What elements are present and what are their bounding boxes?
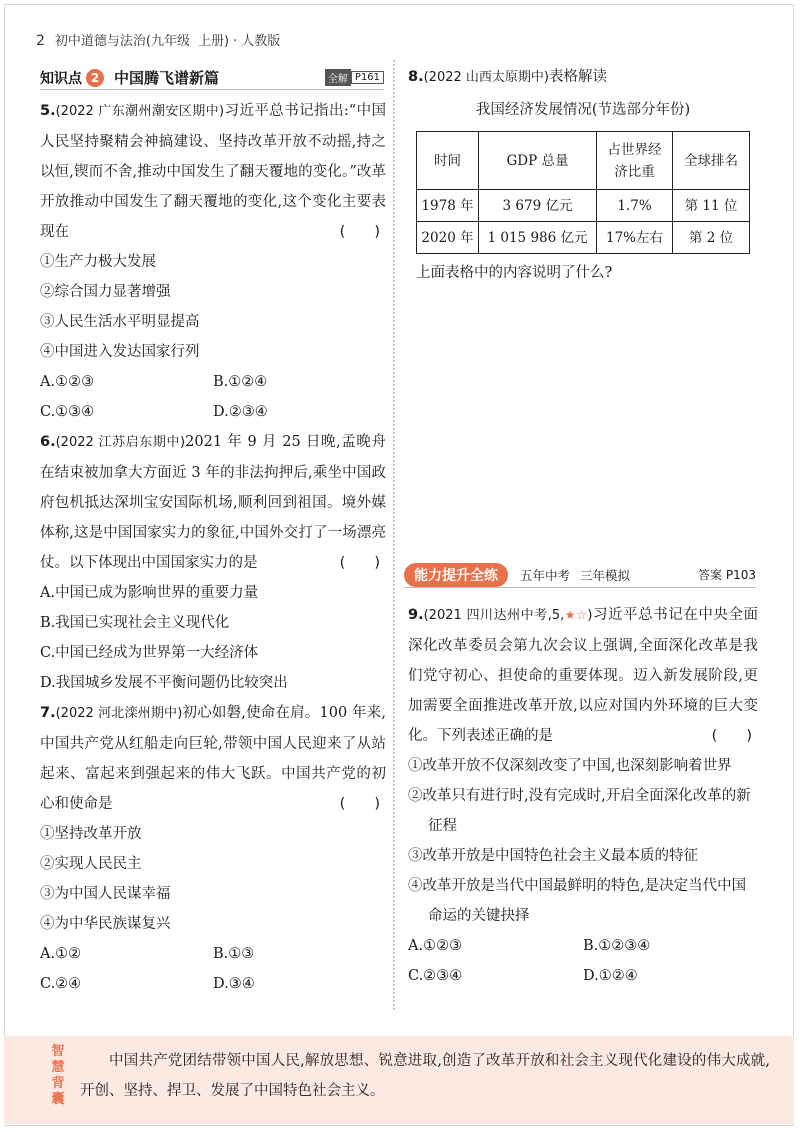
q5-choice-c[interactable]: C.①③④	[40, 404, 95, 420]
table-cell: 1 015 986 亿元	[479, 222, 597, 254]
q6-text: 2021 年 9 月 25 日晚,孟晚舟在结束被加拿大方面近 3 年的非法拘押后,乘坐中国政府包机抵达深圳宝安国际机场,顺利回到祖国。境外媒体称,这是中国国家实力的象征,中国外交打了一场漂亮仗。以下体现出中国国家实力的是	[40, 434, 386, 571]
q9-text: 习近平总书记在中央全面深化改革委员会第九次会议上强调,全面深化改革是我们党守初心、担使命的重要体现。迈入新发展阶段,更加需要全面推进改革开放,以应对国内外环境的巨大变化。下列表述正确的是	[408, 607, 759, 744]
section-title: 中国腾飞谱新篇	[114, 69, 220, 87]
q5-stem	[40, 96, 386, 247]
table-row	[417, 222, 750, 254]
q9-choice-b[interactable]: B.①②③④	[583, 938, 651, 954]
q8-source: (2022 山西太原期中)	[423, 70, 549, 85]
q9-choices	[408, 931, 758, 991]
col-header-gdp: GDP 总量	[479, 132, 597, 190]
q5-choice-d[interactable]: D.②③④	[213, 404, 268, 420]
question-6	[40, 427, 386, 698]
q7-item: ②实现人民民主	[40, 856, 142, 872]
q7-item: ④为中华民族谋复兴	[40, 916, 171, 932]
q9-number: 9.	[408, 607, 424, 623]
q5-item: ③人民生活水平明显提高	[40, 314, 200, 330]
q7-number: 7.	[40, 705, 56, 721]
q7-choice-c[interactable]: C.②④	[40, 976, 82, 992]
question-9	[408, 600, 758, 991]
table-cell: 2020 年	[417, 222, 479, 254]
q5-item: ①生产力极大发展	[40, 254, 156, 270]
q5-item: ②综合国力显著增强	[40, 284, 171, 300]
col-header-share: 占世界经济比重	[597, 132, 673, 190]
q7-item: ③为中国人民谋幸福	[40, 886, 171, 902]
q9-item: ③改革开放是中国特色社会主义最本质的特征	[408, 848, 698, 864]
q9-choice-a[interactable]: A.①②③	[408, 938, 463, 954]
difficulty-star-icon: ★☆	[564, 608, 588, 622]
table-cell: 1978 年	[417, 190, 479, 222]
question-7	[40, 698, 386, 999]
q9-choice-d[interactable]: D.①②④	[583, 968, 638, 984]
question-5	[40, 96, 386, 427]
column-divider	[393, 60, 395, 1010]
q6-answer-blank[interactable]: ( )	[339, 555, 380, 571]
q5-number: 5.	[40, 103, 56, 119]
col-header-rank: 全球排名	[673, 132, 750, 190]
q9-choice-c[interactable]: C.②③④	[408, 968, 463, 984]
wisdom-footer	[4, 1036, 794, 1124]
table-title: 我国经济发展情况(节选部分年份)	[475, 102, 691, 118]
q9-item: ②改革只有进行时,没有完成时,开启全面深化改革的新征程	[408, 788, 751, 834]
q5-choice-a[interactable]: A.①②③	[40, 374, 95, 390]
answer-ref: 答案 P103	[698, 568, 756, 582]
q7-source: (2022 河北滦州期中)	[55, 706, 183, 721]
section-tag: 知识点	[40, 70, 82, 87]
q6-choice-d[interactable]: D.我国城乡发展不平衡问题仍比较突出	[40, 675, 288, 691]
ref-page: P161	[351, 71, 384, 84]
table-header-row	[417, 132, 750, 190]
q7-choice-d[interactable]: D.③④	[213, 976, 255, 992]
q6-choice-c[interactable]: C.中国已经成为世界第一大经济体	[40, 645, 259, 661]
q6-choice-a[interactable]: A.中国已成为影响世界的重要力量	[40, 585, 259, 601]
table-row	[417, 190, 750, 222]
table-cell: 1.7%	[597, 190, 673, 222]
ability-title: 能力提升全练	[404, 563, 508, 587]
q5-choices	[40, 367, 386, 427]
q7-item: ①坚持改革开放	[40, 826, 142, 842]
q9-stem	[408, 600, 758, 751]
q8-number: 8.	[408, 69, 424, 85]
table-cell: 第 2 位	[673, 222, 750, 254]
right-column-top	[408, 62, 758, 288]
q5-item: ④中国进入发达国家行列	[40, 344, 200, 360]
q6-stem	[40, 427, 386, 578]
q7-choice-b[interactable]: B.①③	[213, 946, 255, 962]
q5-answer-blank[interactable]: ( )	[339, 224, 380, 240]
table-cell: 17%左右	[597, 222, 673, 254]
q7-stem	[40, 698, 386, 819]
q9-item: ①改革开放不仅深刻改变了中国,也深刻影响着世界	[408, 758, 732, 774]
economy-table	[416, 131, 750, 254]
q5-choice-b[interactable]: B.①②④	[213, 374, 268, 390]
ability-sub2: 三年模拟	[580, 567, 631, 583]
section-ref	[325, 69, 384, 86]
section-number: 2	[86, 69, 104, 87]
left-column	[40, 96, 386, 999]
q7-choices	[40, 939, 386, 999]
ability-section-header	[404, 562, 756, 588]
footer-tag: 智慧背囊	[51, 1044, 65, 1107]
edition: 人教版	[241, 34, 281, 49]
q9-item: ④改革开放是当代中国最鲜明的特色,是决定当代中国命运的关键抉择	[408, 878, 747, 924]
q8-text: 表格解读	[548, 69, 607, 85]
q6-choice-b[interactable]: B.我国已实现社会主义现代化	[40, 615, 230, 631]
book-title: 初中道德与法治(九年级	[54, 34, 190, 49]
table-cell: 第 11 位	[673, 190, 750, 222]
q7-answer-blank[interactable]: ( )	[339, 796, 380, 812]
q9-source-end: )	[587, 608, 593, 623]
page-number: 2	[36, 33, 45, 49]
grade: 上册)	[198, 34, 230, 49]
table-cell: 3 679 亿元	[479, 190, 597, 222]
section-header	[40, 66, 384, 90]
q6-number: 6.	[40, 434, 56, 450]
ref-label: 全解	[325, 69, 351, 86]
ability-sub1: 五年中考	[520, 567, 571, 583]
question-8	[408, 62, 758, 288]
q7-choice-a[interactable]: A.①②	[40, 946, 82, 962]
q5-text: 习近平总书记指出:“中国人民坚持聚精会神搞建设、坚持改革开放不动摇,持之以恒,锲而不舍,推动中国发生了翻天覆地的变化。”改革开放推动中国发生了翻天覆地的变化,这个变化主要表现在	[40, 103, 386, 240]
q9-source: (2021 四川达州中考,5,	[423, 608, 565, 623]
running-header: 2 初中道德与法治(九年级 上册) · 人教版	[36, 33, 281, 49]
q7-text: 初心如磐,使命在肩。100 年来,中国共产党从红船走向巨轮,带领中国人民迎来了从站起来、富起来到强起来的伟大飞跃。中国共产党的初心和使命是	[40, 705, 386, 812]
footer-text: 中国共产党团结带领中国人民,解放思想、锐意进取,创造了改革开放和社会主义现代化建设的伟大成就,开创、坚持、捍卫、发展了中国特色社会主义。	[80, 1053, 770, 1099]
q8-stem	[408, 62, 758, 93]
right-column-bottom	[408, 600, 758, 991]
col-header-time: 时间	[417, 132, 479, 190]
q8-question: 上面表格中的内容说明了什么?	[416, 265, 613, 281]
q5-source: (2022 广东潮州潮安区期中)	[55, 104, 225, 119]
q9-answer-blank[interactable]: ( )	[711, 728, 752, 744]
q6-source: (2022 江苏启东期中)	[55, 435, 186, 450]
